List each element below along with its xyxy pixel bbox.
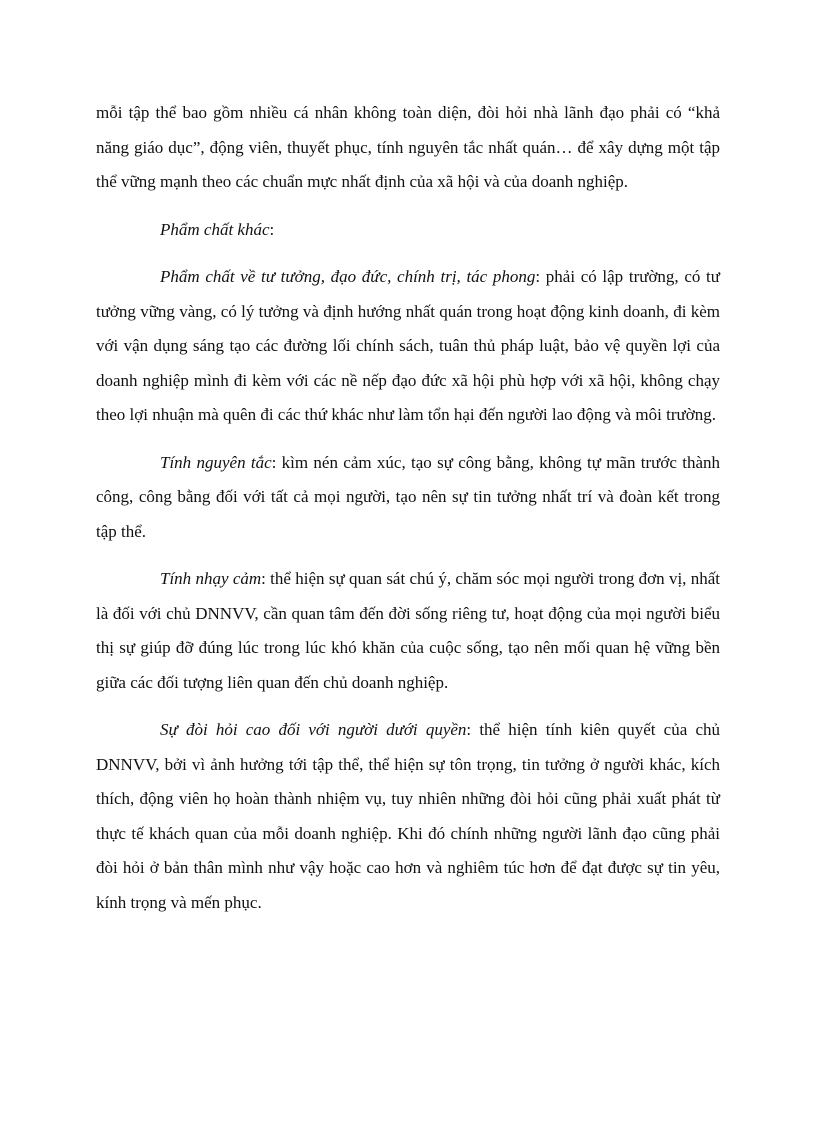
paragraph-sensitivity — [96, 562, 720, 700]
paragraph-text: : kìm nén cảm xúc, tạo sự công bằng, không tự mãn trước thành công, công bằng đối với tất cả mọi người, tạo nên sự tin tưởng nhất trí và đoàn kết trong tập thể. — [96, 452, 720, 541]
paragraph-text: : thể hiện tính kiên quyết của chủ DNNVV, bởi vì ảnh hưởng tới tập thể, thể hiện sự tôn trọng, tin tưởng ở người khác, kích thích, động viên họ hoàn thành nhiệm vụ, tuy nhiên những đòi hỏi cũng phải xuất phát từ thực tế khách quan của mỗi doanh nghiệp. Khi đó chính những người lãnh đạo cũng phải đòi hỏi ở bản thân mình như vậy hoặc cao hơn và nghiêm túc hơn để đạt được sự tin yêu, kính trọng và mến phục. — [96, 720, 720, 912]
paragraph-ideology-ethics — [96, 260, 720, 433]
paragraph-italic-heading: Sự đòi hỏi cao đối với người dưới quyền — [160, 720, 467, 739]
paragraph-principled — [96, 446, 720, 550]
paragraph-italic-heading: Tính nhạy cảm — [160, 569, 262, 588]
paragraph-other-qualities-heading — [96, 213, 720, 248]
paragraph-italic-heading: Phẩm chất khác — [160, 219, 270, 239]
document-page — [96, 96, 720, 920]
paragraph-intro-continuation — [96, 96, 720, 200]
paragraph-italic-heading: Tính nguyên tắc — [160, 452, 272, 472]
paragraph-italic-heading: Phẩm chất về tư tưởng, đạo đức, chính trị, tác phong — [160, 267, 536, 286]
paragraph-text: : phải có lập trường, có tư tưởng vững vàng, có lý tưởng và định hướng nhất quán trong hoạt động kinh doanh, đi kèm với vận dụng sáng tạo các đường lối chính sách, tuân thủ pháp luật, bảo vệ quyền lợi của doanh nghiệp mình đi kèm với các nề nếp đạo đức xã hội phù hợp với xã hội, không chạy theo lợi nhuận mà quên đi các thứ khác như làm tổn hại đến người lao động và môi trường. — [96, 267, 720, 424]
paragraph-text: : thể hiện sự quan sát chú ý, chăm sóc mọi người trong đơn vị, nhất là đối với chủ DNNVV, cần quan tâm đến đời sống riêng tư, hoạt động của mọi người biểu thị sự giúp đỡ đúng lúc trong lúc khó khăn của cuộc sống, tạo nên mối quan hệ vững bền giữa các đối tượng liên quan đến chủ doanh nghiệp. — [96, 569, 720, 692]
paragraph-text: mỗi tập thể bao gồm nhiều cá nhân không toàn diện, đòi hỏi nhà lãnh đạo phải có “khả năng giáo dục”, động viên, thuyết phục, tính nguyên tắc nhất quán… để xây dựng một tập thể vững mạnh theo các chuẩn mực nhất định của xã hội và của doanh nghiệp. — [96, 103, 720, 191]
paragraph-text: : — [269, 219, 275, 239]
paragraph-high-demands — [96, 713, 720, 920]
